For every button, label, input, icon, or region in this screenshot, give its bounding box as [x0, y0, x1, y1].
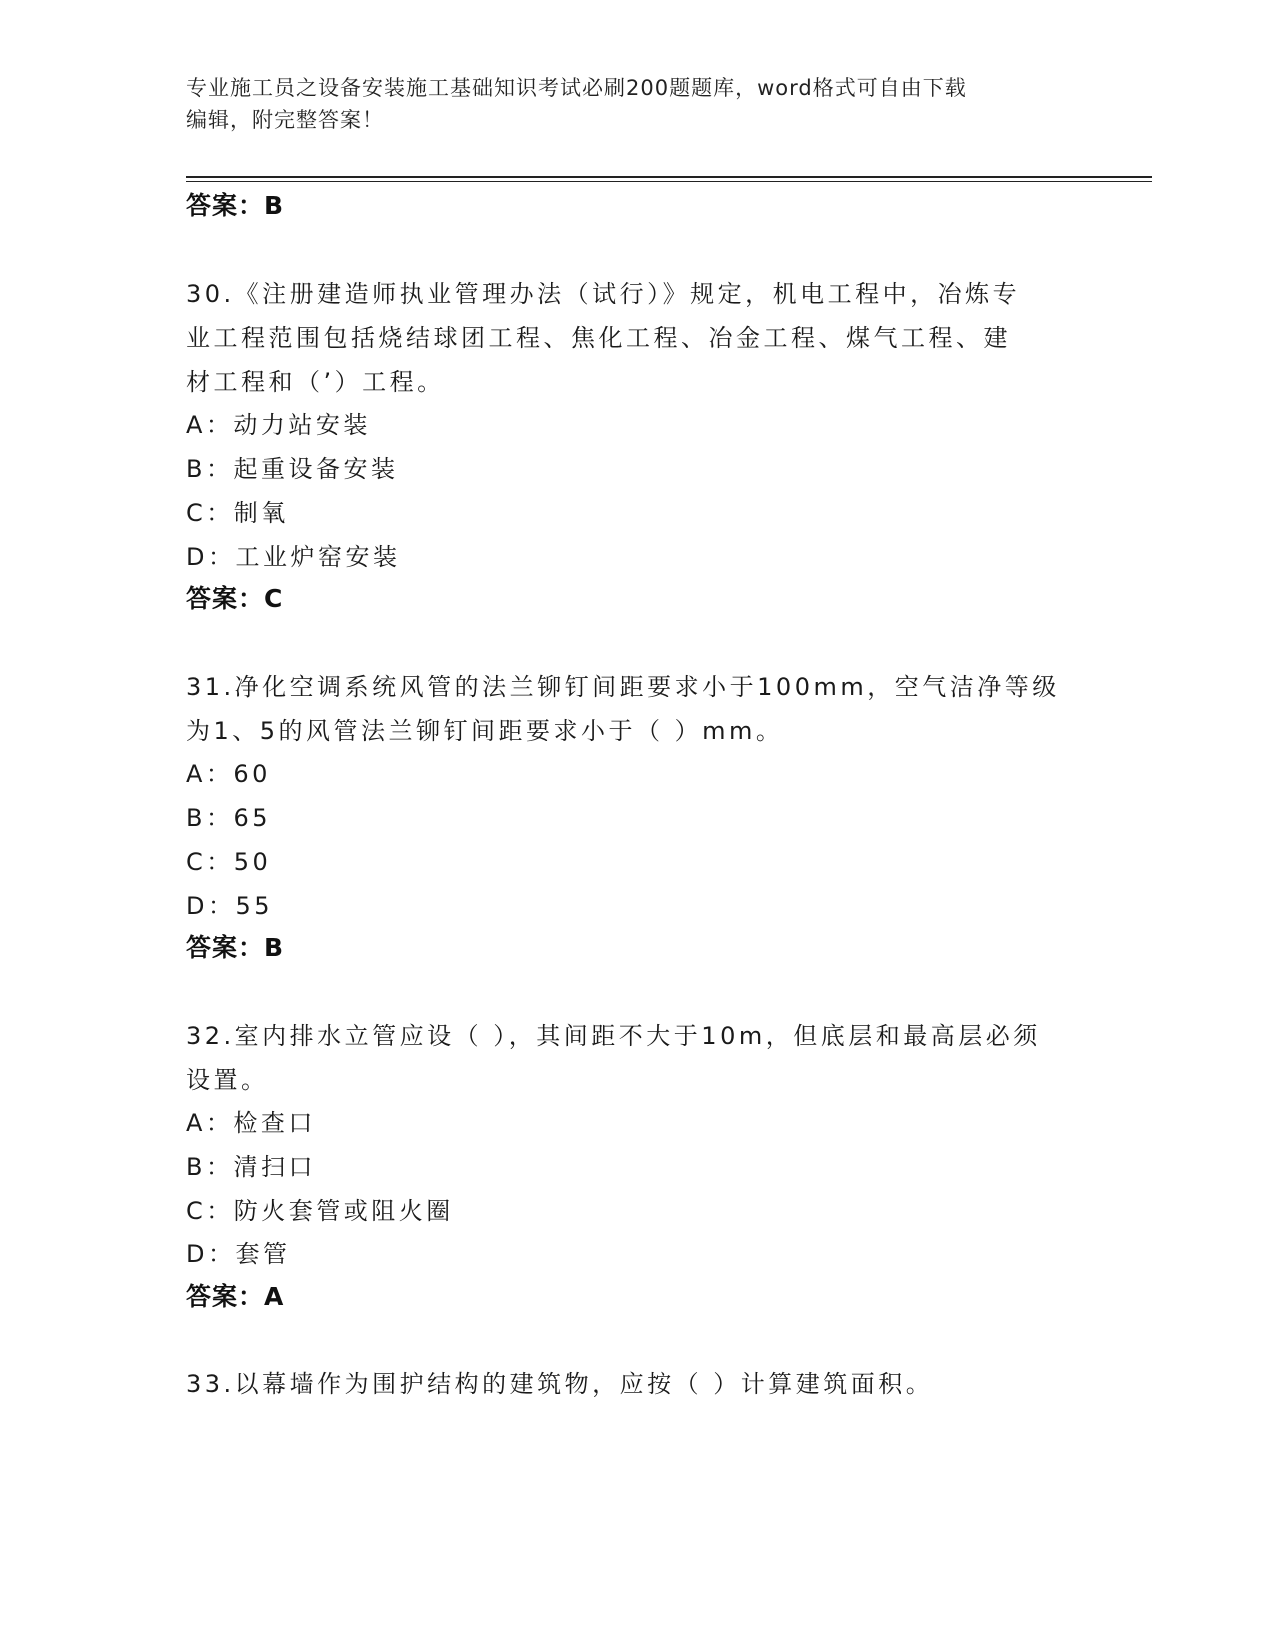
question-31-option-a: A：60	[186, 760, 271, 788]
question-33-line-1: 33.以幕墙作为围护结构的建筑物，应按（ ）计算建筑面积。	[186, 1370, 934, 1398]
question-32-option-b: B：清扫口	[186, 1153, 316, 1181]
page-header	[186, 72, 1086, 136]
header-line-2: 编辑，附完整答案！	[186, 108, 384, 132]
question-31-option-c: C：50	[186, 848, 272, 876]
question-30-option-b: B：起重设备安装	[186, 455, 399, 483]
question-32-line-1: 32.室内排水立管应设（ ），其间距不大于10m，但底层和最高层必须	[186, 1022, 1041, 1050]
question-30-option-c: C：制氧	[186, 499, 289, 527]
previous-answer: 答案：B	[186, 191, 285, 220]
question-32-option-c: C：防火套管或阻火圈	[186, 1197, 454, 1225]
question-32-line-2: 设置。	[186, 1066, 269, 1094]
question-31-option-d: D：55	[186, 892, 274, 920]
question-30-line-2: 业工程范围包括烧结球团工程、焦化工程、冶金工程、煤气工程、建	[186, 324, 1011, 352]
header-line-1: 专业施工员之设备安装施工基础知识考试必刷200题题库，word格式可自由下载	[186, 76, 967, 100]
header-divider-thick	[186, 176, 1152, 178]
question-32-option-d: D：套管	[186, 1240, 291, 1268]
question-32-option-a: A：检查口	[186, 1109, 316, 1137]
question-32-answer: 答案：A	[186, 1282, 285, 1311]
header-divider-thin	[186, 181, 1152, 182]
question-30-option-d: D：工业炉窑安装	[186, 543, 401, 571]
question-30-answer: 答案：C	[186, 584, 284, 613]
question-31-answer: 答案：B	[186, 933, 285, 962]
question-31-option-b: B：65	[186, 804, 272, 832]
question-31-line-1: 31.净化空调系统风管的法兰铆钉间距要求小于100mm，空气洁净等级	[186, 673, 1060, 701]
question-31-line-2: 为1、5的风管法兰铆钉间距要求小于（ ）mm。	[186, 717, 784, 745]
question-30-option-a: A：动力站安装	[186, 411, 371, 439]
question-30-line-1: 30.《注册建造师执业管理办法（试行）》规定，机电工程中，冶炼专	[186, 280, 1021, 308]
question-30-line-3: 材工程和（’）工程。	[186, 368, 445, 396]
